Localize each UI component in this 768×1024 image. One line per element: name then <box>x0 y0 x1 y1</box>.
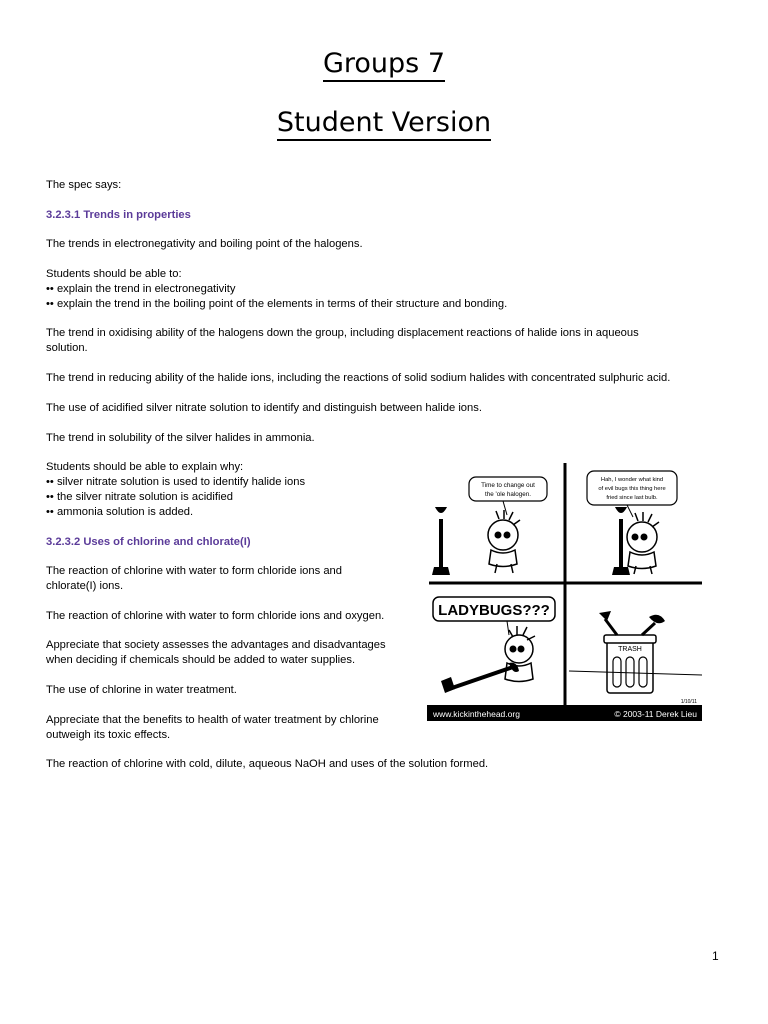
comic-website: www.kickinthehead.org <box>433 709 520 719</box>
page-number: 1 <box>712 949 719 963</box>
paragraph: The reaction of chlorine with water to form chloride ions and <box>46 565 342 577</box>
paragraph: outweigh its toxic effects. <box>46 729 171 741</box>
paragraph: The trend in oxidising ability of the halogens down the group, including displacement reactions of halide ions in aqueous <box>46 327 639 339</box>
paragraph: Appreciate that the benefits to health of water treatment by chlorine <box>46 714 379 726</box>
trash-label: TRASH <box>618 646 642 653</box>
comic-panel-4 <box>569 611 702 705</box>
paragraph: Students should be able to explain why: <box>46 461 244 473</box>
bullet-item: •• silver nitrate solution is used to identify halide ions <box>46 476 306 488</box>
section-heading-uses: 3.2.3.2 Uses of chlorine and chlorate(I) <box>46 536 251 548</box>
speech-bubble-text: Hah, I wonder what kind <box>600 477 664 483</box>
paragraph: The use of chlorine in water treatment. <box>46 684 237 696</box>
comic-panel-1 <box>432 477 547 575</box>
paragraph: The trend in solubility of the silver halides in ammonia. <box>46 432 315 444</box>
comic-panel-3 <box>433 597 555 693</box>
speech-bubble-text: LADYBUGS??? <box>438 602 550 619</box>
document-title <box>0 48 768 79</box>
paragraph: Appreciate that society assesses the advantages and disadvantages <box>46 639 386 651</box>
comic-date: 1/10/11 <box>680 699 697 705</box>
intro-text: The spec says: <box>46 179 122 191</box>
bullet-item: •• explain the trend in electronegativity <box>46 283 236 295</box>
comic-strip <box>427 463 702 721</box>
speech-bubble-text: the 'ole halogen. <box>484 491 532 498</box>
document-subtitle <box>0 107 768 138</box>
paragraph: The reaction of chlorine with water to form chloride ions and oxygen. <box>46 610 385 622</box>
paragraph: The trends in electronegativity and boiling point of the halogens. <box>46 238 363 250</box>
paragraph: solution. <box>46 342 88 354</box>
paragraph: chlorate(I) ions. <box>46 580 124 592</box>
paragraph: Students should be able to: <box>46 268 182 280</box>
bullet-item: •• ammonia solution is added. <box>46 506 194 518</box>
section-heading-trends: 3.2.3.1 Trends in properties <box>46 209 191 221</box>
speech-bubble-text: of evil bugs this thing here <box>598 486 666 492</box>
bullet-item: •• the silver nitrate solution is acidified <box>46 491 233 503</box>
paragraph: when deciding if chemicals should be added to water supplies. <box>46 654 356 666</box>
title-text: Groups 7 <box>323 48 445 82</box>
paragraph: The use of acidified silver nitrate solution to identify and distinguish between halide ions. <box>46 402 482 414</box>
paragraph: The reaction of chlorine with cold, dilute, aqueous NaOH and uses of the solution formed. <box>46 758 489 770</box>
comic-copyright: © 2003-11 Derek Lieu <box>614 709 697 719</box>
speech-bubble-text: fried since last bulb. <box>606 495 658 501</box>
speech-bubble-text: Time to change out <box>481 482 535 489</box>
paragraph: The trend in reducing ability of the halide ions, including the reactions of solid sodium halides with concentrated sulphuric acid. <box>46 372 671 384</box>
subtitle-text: Student Version <box>277 107 491 141</box>
bullet-item: •• explain the trend in the boiling point of the elements in terms of their structure and bonding. <box>46 298 508 310</box>
comic-panel-2 <box>587 471 677 575</box>
